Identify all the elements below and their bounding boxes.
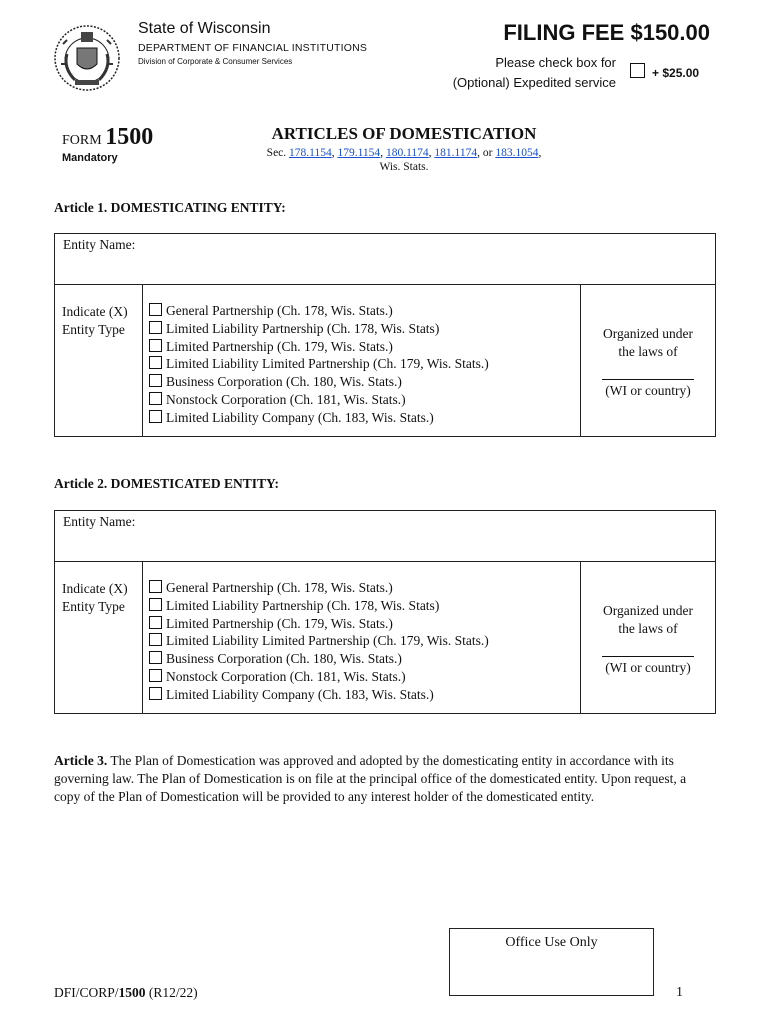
indicate-line2: Entity Type xyxy=(62,322,125,337)
state-name: State of Wisconsin xyxy=(138,20,271,37)
organized-line1: Organized under xyxy=(602,603,694,618)
entity-type-option[interactable] xyxy=(149,668,580,686)
entity-type-option[interactable] xyxy=(149,615,580,633)
checkbox[interactable] xyxy=(149,633,162,646)
option-label: Limited Liability Company (Ch. 183, Wis. Stats.) xyxy=(166,686,434,702)
checkbox[interactable] xyxy=(149,321,162,334)
page-title: ARTICLES OF DOMESTICATION xyxy=(271,124,537,143)
expedite-checkbox[interactable] xyxy=(630,63,645,78)
entity-name-field[interactable] xyxy=(55,234,716,285)
indicate-line1: Indicate (X) xyxy=(62,304,128,319)
form-code xyxy=(54,985,198,1001)
entity-type-options xyxy=(143,285,581,437)
wisconsin-seal-icon xyxy=(53,24,121,92)
organized-line2: the laws of xyxy=(618,621,678,636)
expedite-fee: + $25.00 xyxy=(652,66,700,80)
entity-type-option[interactable] xyxy=(149,373,580,391)
article3-paragraph xyxy=(54,752,714,806)
organized-under-field[interactable] xyxy=(581,562,716,714)
option-label: Nonstock Corporation (Ch. 181, Wis. Stats.) xyxy=(166,391,406,407)
option-label: General Partnership (Ch. 178, Wis. Stats.) xyxy=(166,303,393,318)
entity-type-option[interactable] xyxy=(149,302,580,320)
department-name: DEPARTMENT OF FINANCIAL INSTITUTIONS xyxy=(138,42,368,54)
article1-heading: Article 1. DOMESTICATING ENTITY: xyxy=(54,200,286,215)
checkbox[interactable] xyxy=(149,410,162,423)
checkbox[interactable] xyxy=(149,339,162,352)
statute-link[interactable]: 179.1154 xyxy=(337,147,381,159)
statute-link[interactable]: 180.1174 xyxy=(385,147,429,159)
mandatory-label: Mandatory xyxy=(62,152,118,164)
indicate-line1: Indicate (X) xyxy=(62,581,128,596)
article2-table xyxy=(54,510,716,714)
checkbox[interactable] xyxy=(149,374,162,387)
entity-type-option[interactable] xyxy=(149,650,580,668)
entity-type-option[interactable] xyxy=(149,338,580,356)
entity-type-option[interactable] xyxy=(149,409,580,427)
option-label: Nonstock Corporation (Ch. 181, Wis. Stats.) xyxy=(166,668,406,684)
article1-table xyxy=(54,233,716,437)
division-name: Division of Corporate & Consumer Services xyxy=(138,57,293,66)
article3-label: Article 3. xyxy=(54,753,108,768)
organized-hint: (WI or country) xyxy=(605,660,691,675)
checkbox[interactable] xyxy=(149,651,162,664)
form-code-number: 1500 xyxy=(118,985,146,1000)
organized-under-field[interactable] xyxy=(581,285,716,437)
indicate-line2: Entity Type xyxy=(62,599,125,614)
filing-fee: FILING FEE $150.00 xyxy=(503,20,710,45)
sec-prefix: Sec. xyxy=(266,147,287,159)
statute-link[interactable]: 181.1174 xyxy=(434,147,478,159)
option-label: Limited Liability Partnership (Ch. 178, Wis. Stats) xyxy=(166,320,440,336)
entity-type-option[interactable] xyxy=(149,686,580,704)
checkbox[interactable] xyxy=(149,580,162,593)
option-label: Limited Liability Partnership (Ch. 178, Wis. Stats) xyxy=(166,597,440,613)
option-label: Business Corporation (Ch. 180, Wis. Stats.) xyxy=(166,651,402,667)
checkbox[interactable] xyxy=(149,303,162,316)
option-label: Limited Partnership (Ch. 179, Wis. Stats.) xyxy=(166,338,393,354)
option-label: Business Corporation (Ch. 180, Wis. Stats.) xyxy=(166,374,402,390)
wis-stats: Wis. Stats. xyxy=(379,161,429,173)
office-use-label: Office Use Only xyxy=(505,935,598,950)
statute-link[interactable]: 183.1054 xyxy=(495,147,539,159)
option-label: Limited Liability Company (Ch. 183, Wis. Stats.) xyxy=(166,409,434,425)
indicate-label xyxy=(55,285,143,437)
organized-line2: the laws of xyxy=(618,344,678,359)
indicate-label xyxy=(55,562,143,714)
sec-or: or xyxy=(482,147,493,159)
statute-link[interactable]: 178.1154 xyxy=(289,147,332,159)
expedite-instruction-2: (Optional) Expedited service xyxy=(452,75,616,90)
jurisdiction-blank[interactable] xyxy=(602,638,694,657)
form-number-value: 1500 xyxy=(105,124,154,150)
checkbox[interactable] xyxy=(149,616,162,629)
checkbox[interactable] xyxy=(149,392,162,405)
entity-type-options xyxy=(143,562,581,714)
form-code-prefix: DFI/CORP/ xyxy=(54,985,119,1000)
article3-text: The Plan of Domestication was approved and adopted by the domesticating entity in accordance with its governing law. The Plan of Domestication is on file at the principal office of the domesticated entity. Upon request, a copy of the Plan of Domestication will be provided to any interest holder of the domesticated entity. xyxy=(54,753,687,804)
article2-heading: Article 2. DOMESTICATED ENTITY: xyxy=(54,476,280,491)
entity-name-label: Entity Name: xyxy=(63,237,136,252)
office-use-box xyxy=(449,928,654,996)
checkbox[interactable] xyxy=(149,356,162,369)
expedite-instruction: Please check box for xyxy=(495,55,616,70)
checkbox[interactable] xyxy=(149,687,162,700)
organized-hint: (WI or country) xyxy=(605,383,691,398)
organized-line1: Organized under xyxy=(602,326,694,341)
entity-name-field[interactable] xyxy=(55,511,716,562)
form-revision: (R12/22) xyxy=(148,985,198,1000)
page-number: 1 xyxy=(676,985,683,1000)
checkbox[interactable] xyxy=(149,598,162,611)
form-number xyxy=(62,124,153,151)
option-label: General Partnership (Ch. 178, Wis. Stats.) xyxy=(166,580,393,595)
entity-name-label: Entity Name: xyxy=(63,514,136,529)
checkbox[interactable] xyxy=(149,669,162,682)
option-label: Limited Liability Limited Partnership (Ch. 179, Wis. Stats.) xyxy=(166,356,489,372)
form-prefix: FORM xyxy=(62,133,102,148)
option-label: Limited Partnership (Ch. 179, Wis. Stats.) xyxy=(166,615,393,631)
option-label: Limited Liability Limited Partnership (Ch. 179, Wis. Stats.) xyxy=(166,633,489,649)
entity-type-option[interactable] xyxy=(149,355,580,373)
entity-type-option[interactable] xyxy=(149,632,580,650)
entity-type-option[interactable] xyxy=(149,597,580,615)
jurisdiction-blank[interactable] xyxy=(602,361,694,380)
entity-type-option[interactable] xyxy=(149,320,580,338)
entity-type-option[interactable] xyxy=(149,391,580,409)
entity-type-option[interactable] xyxy=(149,579,580,597)
statute-references: Sec. 178.1154, 179.1154, 180.1174, 181.1174, or 183.1054, Wis. Stats. xyxy=(266,147,542,173)
